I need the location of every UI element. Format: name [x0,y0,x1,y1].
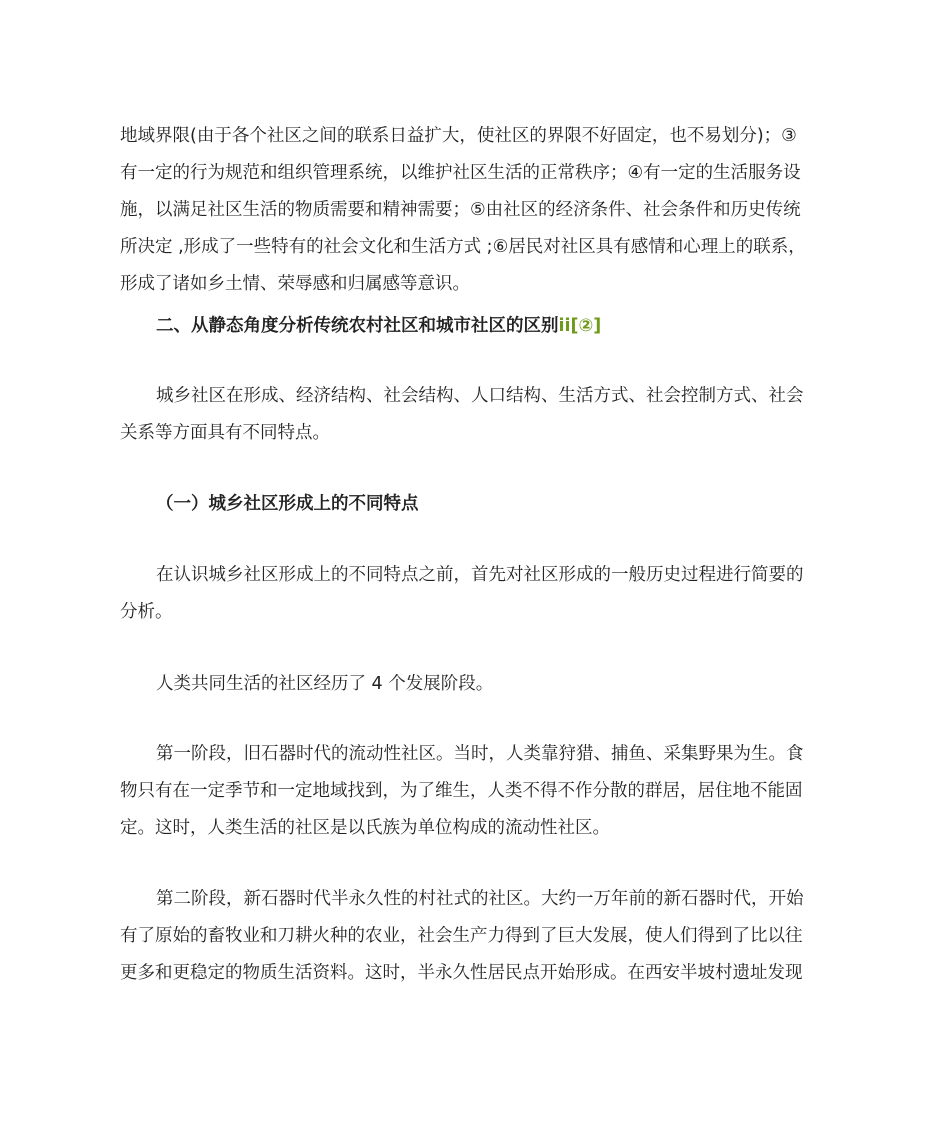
text-line: 在认识城乡社区形成上的不同特点之前，首先对社区形成的一般历史过程进行简要的 [156,565,804,585]
text-line: 地域界限(由于各个社区之间的联系日益扩大，使社区的界限不好固定，也不易划分)；③ [120,126,797,146]
text-line: 所决定 ,形成了一些特有的社会文化和生活方式 ;⑥居民对社区具有感情和心理上的联系， [120,237,806,257]
text-line: 更多和更稳定的物质生活资料。这时，半永久性居民点开始形成。在西安半坡村遗址发现 [120,963,803,983]
text-line: 第二阶段，新石器时代半永久性的村社式的社区。大约一万年前的新石器时代，开始 [156,889,804,909]
text-line: 形成了诸如乡土情、荣辱感和归属感等意识。 [120,274,470,294]
text-line: 物只有在一定季节和一定地域找到，为了维生，人类不得不作分散的群居，居住地不能固 [120,781,803,801]
text-line: 定。这时，人类生活的社区是以氏族为单位构成的流动性社区。 [120,818,610,838]
paragraph-community-features [120,118,834,303]
text-line: 分析。 [120,602,173,622]
paragraph-before-analysis [120,557,834,631]
text-line: 城乡社区在形成、经济结构、社会结构、人口结构、生活方式、社会控制方式、社会 [156,386,804,406]
text-line: 第一阶段，旧石器时代的流动性社区。当时，人类靠狩猎、捕鱼、采集野果为生。食 [156,744,804,764]
text-line: 施，以满足社区生活的物质需要和精神需要；⑤由社区的经济条件、社会条件和历史传统 [120,200,801,220]
section-heading-2 [120,308,870,345]
subsection-heading-text: （一）城乡社区形成上的不同特点 [156,494,419,514]
paragraph-stage-one [120,736,834,847]
text-line: 有了原始的畜牧业和刀耕火种的农业，社会生产力得到了巨大发展，使人们得到了比以往 [120,926,803,946]
text-line: 有一定的行为规范和组织管理系统，以维护社区生活的正常秩序；④有一定的生活服务设 [120,163,801,183]
section-heading-text: 二、从静态角度分析传统农村社区和城市社区的区别 [156,316,559,336]
paragraph-urban-rural-features [120,378,834,452]
paragraph-stage-two [120,881,834,992]
text-line: 关系等方面具有不同特点。 [120,423,330,443]
footnote-reference-link[interactable]: ii[②] [558,316,602,336]
text-line: 人类共同生活的社区经历了 4 个发展阶段。 [156,674,494,694]
paragraph-four-stages [120,666,834,703]
subsection-heading-1 [120,486,870,523]
